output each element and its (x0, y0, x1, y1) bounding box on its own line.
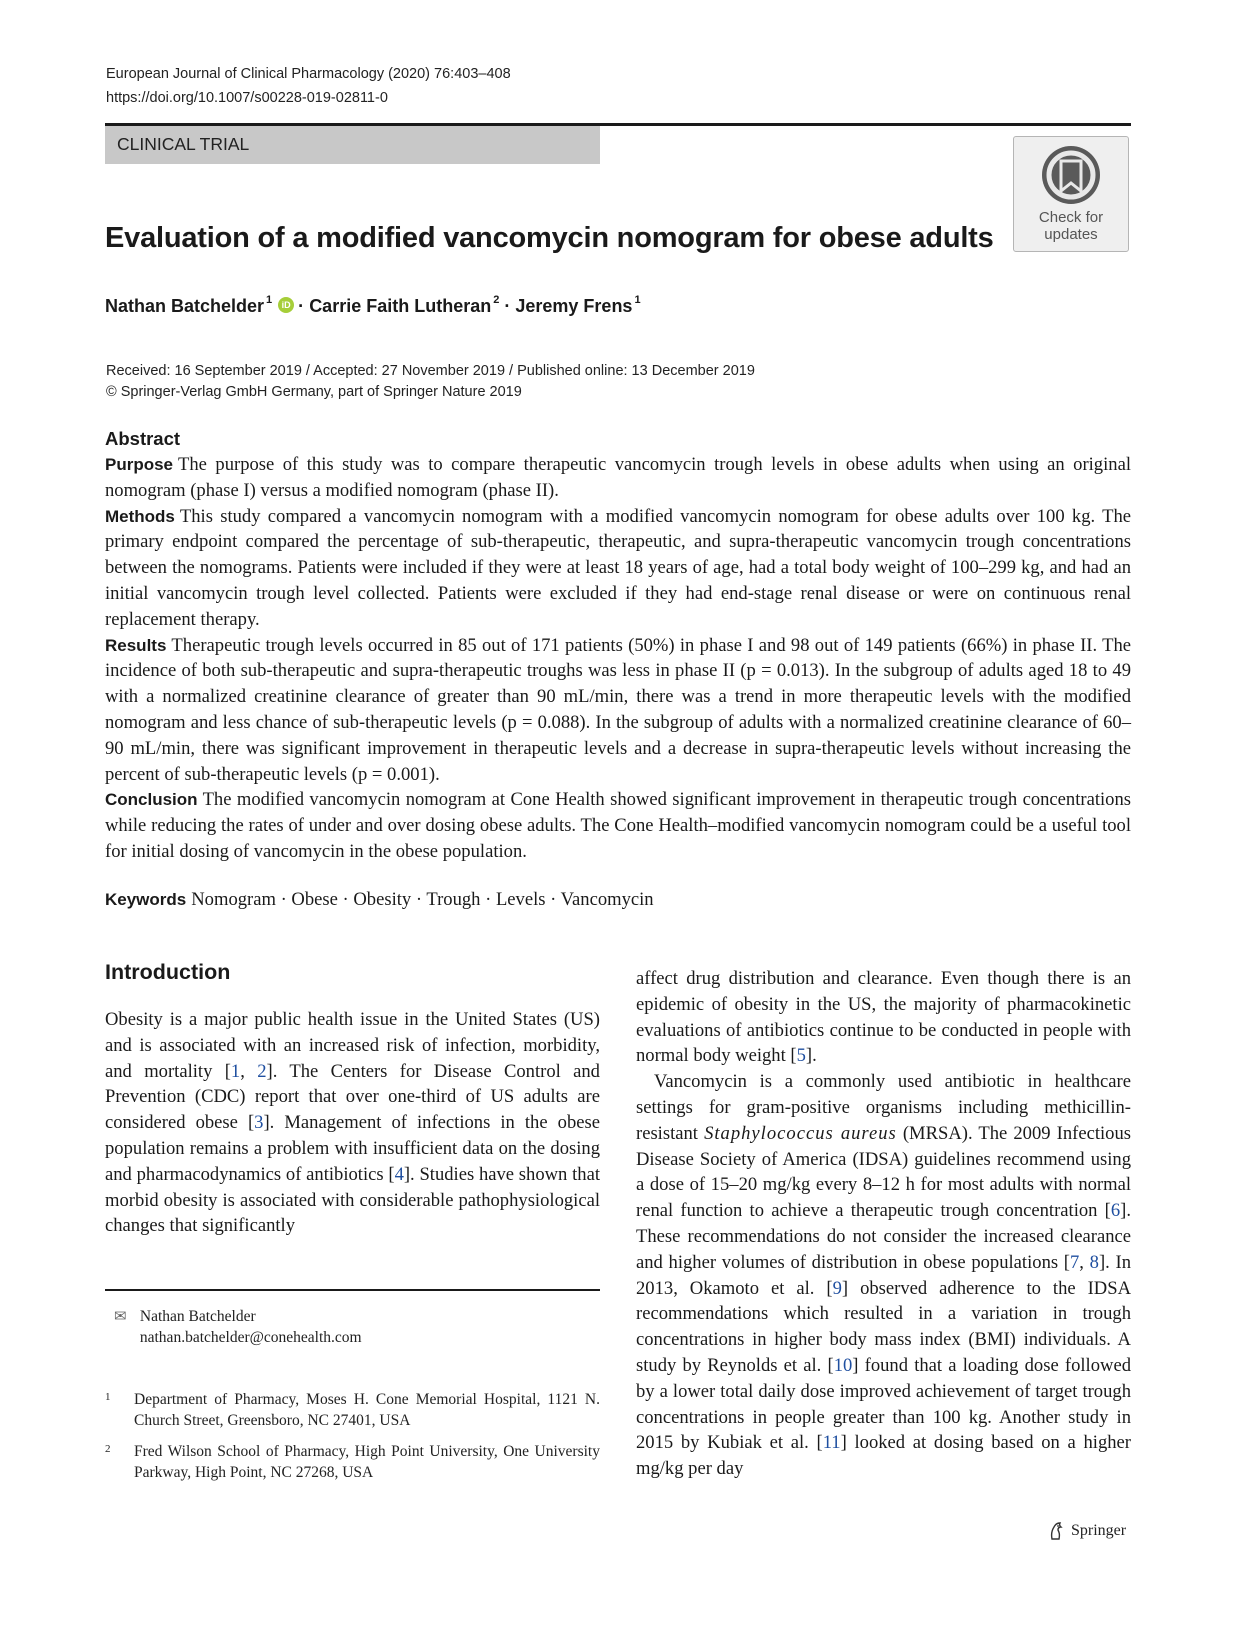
dates-line: Received: 16 September 2019 / Accepted: 27 November 2019 / Published online: 13 December 2019 (106, 363, 755, 379)
publication-dates (106, 361, 755, 403)
section-banner: CLINICAL TRIAL (105, 126, 600, 164)
left-column (105, 960, 600, 1239)
badge-line-2: updates (1044, 226, 1098, 243)
text-run: affect drug distribution and clearance. Even though there is an epidemic of obesity in the US, the majority of pharmacokinetic evaluations of antibiotics continue to be conducted in people with normal body weight [ (636, 968, 1131, 1067)
keywords-label: Keywords (105, 890, 187, 909)
results-text: Therapeutic trough levels occurred in 85 out of 171 patients (50%) in phase I and 98 out of 149 patients (66%) in phase II. The incidence of both sub-therapeutic and supra-therapeutic troughs was less in phase II (p = 0.013). In the subgroup of adults aged 18 to 49 with a normalized creatinine clearance of greater than 90 mL/min, there was a trend in more therapeutic levels with the modified nomogram and less chance of sub-therapeutic levels (p = 0.088). In the subgroup of adults with a normalized creatinine clearance of 60–90 mL/min, there was significant improvement in therapeutic levels and a decrease in supra-therapeutic levels without increasing the percent of sub-therapeutic levels (p = 0.001). (105, 634, 1131, 785)
right-column (636, 966, 1131, 1482)
check-updates-icon (1039, 143, 1103, 207)
citation-link[interactable]: 2 (257, 1060, 267, 1082)
affiliation-number: 1 (105, 1391, 111, 1403)
text-run: ] looked at dosing based on a higher mg/kg per day (636, 1432, 1131, 1480)
doi-link[interactable]: https://doi.org/10.1007/s00228-019-02811-0 (106, 90, 388, 106)
citation-link[interactable]: 6 (1110, 1200, 1121, 1222)
text-run: ]. In 2013, Okamoto et al. [ (636, 1251, 1131, 1299)
text-run: , (1079, 1251, 1090, 1273)
conclusion-label: Conclusion (105, 790, 198, 810)
abstract-heading: Abstract (105, 428, 181, 449)
article-title: Evaluation of a modified vancomycin nomogram for obese adults (105, 222, 994, 254)
publisher-logo (1046, 1521, 1126, 1541)
affiliation-number: 2 (105, 1443, 111, 1455)
abstract-methods (105, 504, 1131, 633)
abstract-purpose (105, 452, 1131, 504)
intro-paragraph-1 (105, 1007, 600, 1239)
check-for-updates-badge[interactable] (1013, 136, 1129, 252)
species-name: Staphylococcus aureus (704, 1122, 897, 1144)
journal-reference: European Journal of Clinical Pharmacology (2020) 76:403–408 (106, 66, 511, 82)
affiliation-text: Fred Wilson School of Pharmacy, High Point University, One University Parkway, High Point, NC 27268, USA (134, 1443, 600, 1481)
methods-text: This study compared a vancomycin nomogram with a modified vancomycin nomogram for obese adults over 100 kg. The primary endpoint compared the percentage of sub-therapeutic, therapeutic, and supra-therapeutic vancomycin trough concentrations between the nomograms. Patients were included if they were at least 18 years of age, had a total body weight of 100–299 kg, and had an initial vancomycin trough level collected. Patients were excluded if they had end-stage renal disease or were on continuous renal replacement therapy. (105, 505, 1131, 630)
author-separator: · (298, 296, 305, 316)
mail-icon: ✉ (114, 1309, 127, 1325)
text-run: Vancomycin is a commonly used antibiotic in healthcare settings for gram-positive organisms including methicillin-resistant (636, 1071, 1131, 1144)
purpose-text: The purpose of this study was to compare therapeutic vancomycin trough levels in obese adults when using an original nomogram (phase I) versus a modified nomogram (phase II). (105, 454, 1131, 501)
text-run: (MRSA). The 2009 Infectious Disease Society of America (IDSA) guidelines recommend using a dose of 15–20 mg/kg every 8–12 h for most adults with normal renal function to achieve a therapeutic trough concentration [ (636, 1122, 1132, 1222)
copyright-line: © Springer-Verlag GmbH Germany, part of Springer Nature 2019 (106, 384, 522, 400)
citation-link[interactable]: 9 (832, 1277, 842, 1299)
author-name[interactable]: Nathan Batchelder (105, 296, 265, 316)
author-list (105, 296, 641, 317)
affiliation-text: Department of Pharmacy, Moses H. Cone Memorial Hospital, 1121 N. Church Street, Greensboro, NC 27401, USA (134, 1391, 600, 1429)
results-label: Results (105, 635, 167, 655)
text-run: ]. These recommendations do not consider the increased clearance and higher volumes of distribution in obese populations [ (636, 1200, 1131, 1273)
author-name[interactable]: Jeremy Frens (515, 296, 633, 316)
corresponding-author (114, 1306, 362, 1348)
intro-paragraph-2 (636, 1069, 1131, 1482)
abstract-conclusion (105, 787, 1131, 864)
keywords-text: Nomogram · Obese · Obesity · Trough · Levels · Vancomycin (191, 889, 654, 910)
citation-link[interactable]: 10 (833, 1354, 853, 1376)
author-separator: · (504, 296, 511, 316)
author-name[interactable]: Carrie Faith Lutheran (309, 296, 492, 316)
author-affiliation: 1 (266, 294, 273, 306)
affiliation-1 (105, 1389, 600, 1431)
author-affiliation: 1 (634, 294, 641, 306)
introduction-heading: Introduction (105, 960, 231, 984)
text-run: Obesity is a major public health issue in the United States (US) and is associated with an increased risk of infection, morbidity, and mortality [ (105, 1009, 600, 1082)
citation-link[interactable]: 7 (1070, 1251, 1080, 1273)
corresponding-name: Nathan Batchelder (139, 1308, 256, 1325)
keywords (105, 889, 654, 911)
affiliation-2 (105, 1441, 600, 1483)
footnote-rule (105, 1289, 600, 1291)
purpose-label: Purpose (105, 455, 174, 474)
text-run: ]. The Centers for Disease Control and Prevention (CDC) report that over one-third of US adults are considered obese [ (105, 1060, 600, 1134)
badge-line-1: Check for (1038, 209, 1104, 226)
text-run: ]. (805, 1045, 817, 1067)
springer-horse-icon (1046, 1521, 1066, 1541)
methods-label: Methods (105, 506, 175, 526)
publisher-name: Springer (1071, 1522, 1127, 1539)
text-run: , (240, 1060, 258, 1082)
citation-link[interactable]: 11 (822, 1432, 841, 1454)
citation-link[interactable]: 4 (394, 1163, 404, 1185)
conclusion-text: The modified vancomycin nomogram at Cone Health showed significant improvement in therapeutic trough concentrations while reducing the rates of under and over dosing obese adults. The Cone Health–modified vancomycin nomogram could be a useful tool for initial dosing of vancomycin in the obese population. (105, 789, 1131, 862)
text-run: ]. Studies have shown that morbid obesity is associated with considerable pathophysiological changes that significantly (105, 1163, 600, 1237)
orcid-icon[interactable]: iD (278, 297, 294, 313)
citation-link[interactable]: 5 (796, 1045, 806, 1067)
citation-link[interactable]: 1 (230, 1060, 241, 1082)
author-affiliation: 2 (493, 294, 500, 306)
text-run: ]. Management of infections in the obese population remains a problem with insufficient data on the dosing and pharmacodynamics of antibiotics [ (105, 1112, 600, 1185)
corresponding-email[interactable]: nathan.batchelder@conehealth.com (139, 1329, 362, 1346)
abstract-section (105, 426, 1131, 865)
intro-paragraph-1-cont (636, 966, 1131, 1069)
text-run: ] found that a loading dose followed by a lower total daily dose improved achievement of target trough concentrations in people greater than 100 kg. Another study in 2015 by Kubiak et al. [ (636, 1354, 1131, 1454)
text-run: ] observed adherence to the IDSA recommendations which resulted in a variation in trough concentrations in higher body mass index (BMI) individuals. A study by Reynolds et al. [ (636, 1277, 1131, 1376)
citation-link[interactable]: 3 (254, 1112, 264, 1134)
citation-link[interactable]: 8 (1089, 1251, 1099, 1273)
abstract-results (105, 633, 1131, 788)
